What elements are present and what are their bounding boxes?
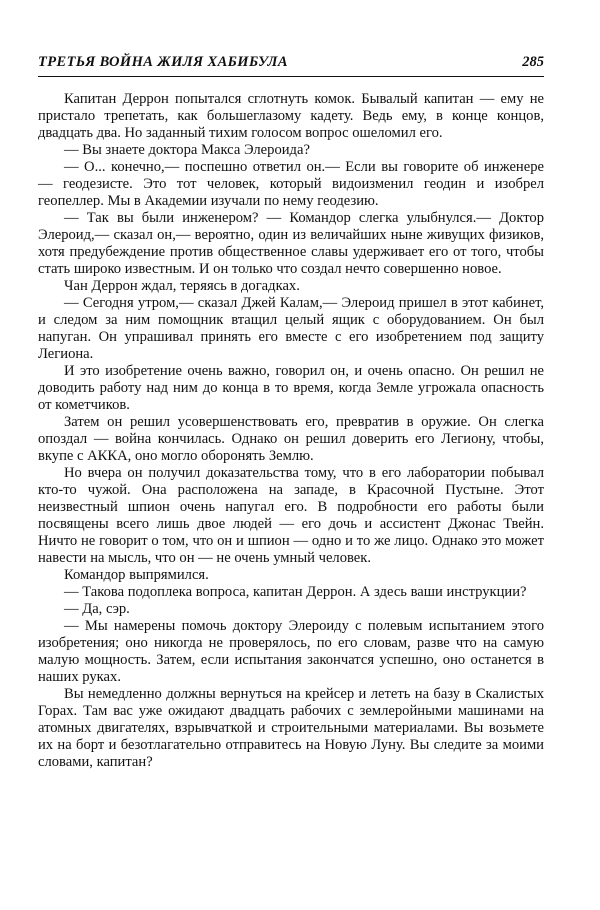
header-rule (38, 76, 544, 77)
paragraph: Затем он решил усовершенствовать его, превратив в оружие. Он слегка опоздал — война кончилась. Однако он решил доверить его Легиону, чтобы, вкупе с АККА, оно могло оборонять Землю. (38, 414, 544, 464)
paragraph: — Вы знаете доктора Макса Элероида? (64, 142, 310, 158)
paragraph: Чан Деррон ждал, теряясь в догадках. (64, 278, 300, 294)
paragraph: Вы немедленно должны вернуться на крейсер и лететь на базу в Скалистых Горах. Там вас уже ожидают двадцать рабочих с землеройными машинами на атомных двигателях, взрывчаткой и строительными материалами. Вы возьмете их на борт и безотлагательно отправитесь на Новую Луну. Вы следите за моими словами, капитан? (38, 686, 544, 770)
paragraph: — Так вы были инженером? — Командор слегка улыбнулся.— Доктор Элероид,— сказал он,— вероятно, один из величайших ныне живущих физиков, хотя предубеждение против общественное славы удерживает его от того, чтобы стать широко известным. И он только что создал нечто совершенно новое. (38, 210, 544, 277)
paragraph: Командор выпрямился. (64, 567, 209, 583)
paragraph: Капитан Деррон попытался сглотнуть комок. Бывалый капитан — ему не пристало трепетать, как большеглазому кадету. Ведь ему, в конце концов, двадцать два. Но заданный тихим голосом вопрос ошеломил его. (38, 91, 544, 141)
paragraph: Но вчера он получил доказательства тому, что в его лаборатории побывал кто-то чужой. Она расположена на западе, в Красочной Пустыне. Этот неизвестный шпион очень напугал его. В подробности его работы были посвящены всего лишь двое людей — его дочь и ассистент Джонас Твейн. Ничто не говорит о том, что он и шпион — одно и то же лицо. Однако это может навести на мысль, что он — не очень умный человек. (38, 465, 544, 566)
paragraph: — Да, сэр. (64, 601, 130, 617)
paragraph: — Такова подоплека вопроса, капитан Деррон. А здесь ваши инструкции? (64, 584, 527, 600)
running-header (38, 50, 544, 74)
body-text (38, 91, 544, 771)
paragraph: — О... конечно,— поспешно ответил он.— Если вы говорите об инженере — геодезисте. Это тот человек, который видоизменил геодин и изобрел геопеллер. Мы в Академии изучали по нему геодезию. (38, 159, 544, 209)
running-title: ТРЕТЬЯ ВОЙНА ЖИЛЯ ХАБИБУЛА (38, 54, 288, 70)
paragraph: — Мы намерены помочь доктору Элероиду с полевым испытанием этого изобретения; оно никогда не проверялось, по его словам, разве что на самую малую мощность. Затем, если испытания закончатся успешно, оно останется в наших руках. (38, 618, 544, 685)
paragraph: И это изобретение очень важно, говорил он, и очень опасно. Он решил не доводить работу над ним до конца в то время, когда Земле угрожала опасность от кометчиков. (38, 363, 544, 413)
paragraph: — Сегодня утром,— сказал Джей Калам,— Элероид пришел в этот кабинет, и следом за ним помощник втащил целый ящик с оборудованием. Он был напуган. Он упрашивал принять его вместе с его изобретением под защиту Легиона. (38, 295, 544, 362)
page-number: 285 (522, 54, 544, 70)
